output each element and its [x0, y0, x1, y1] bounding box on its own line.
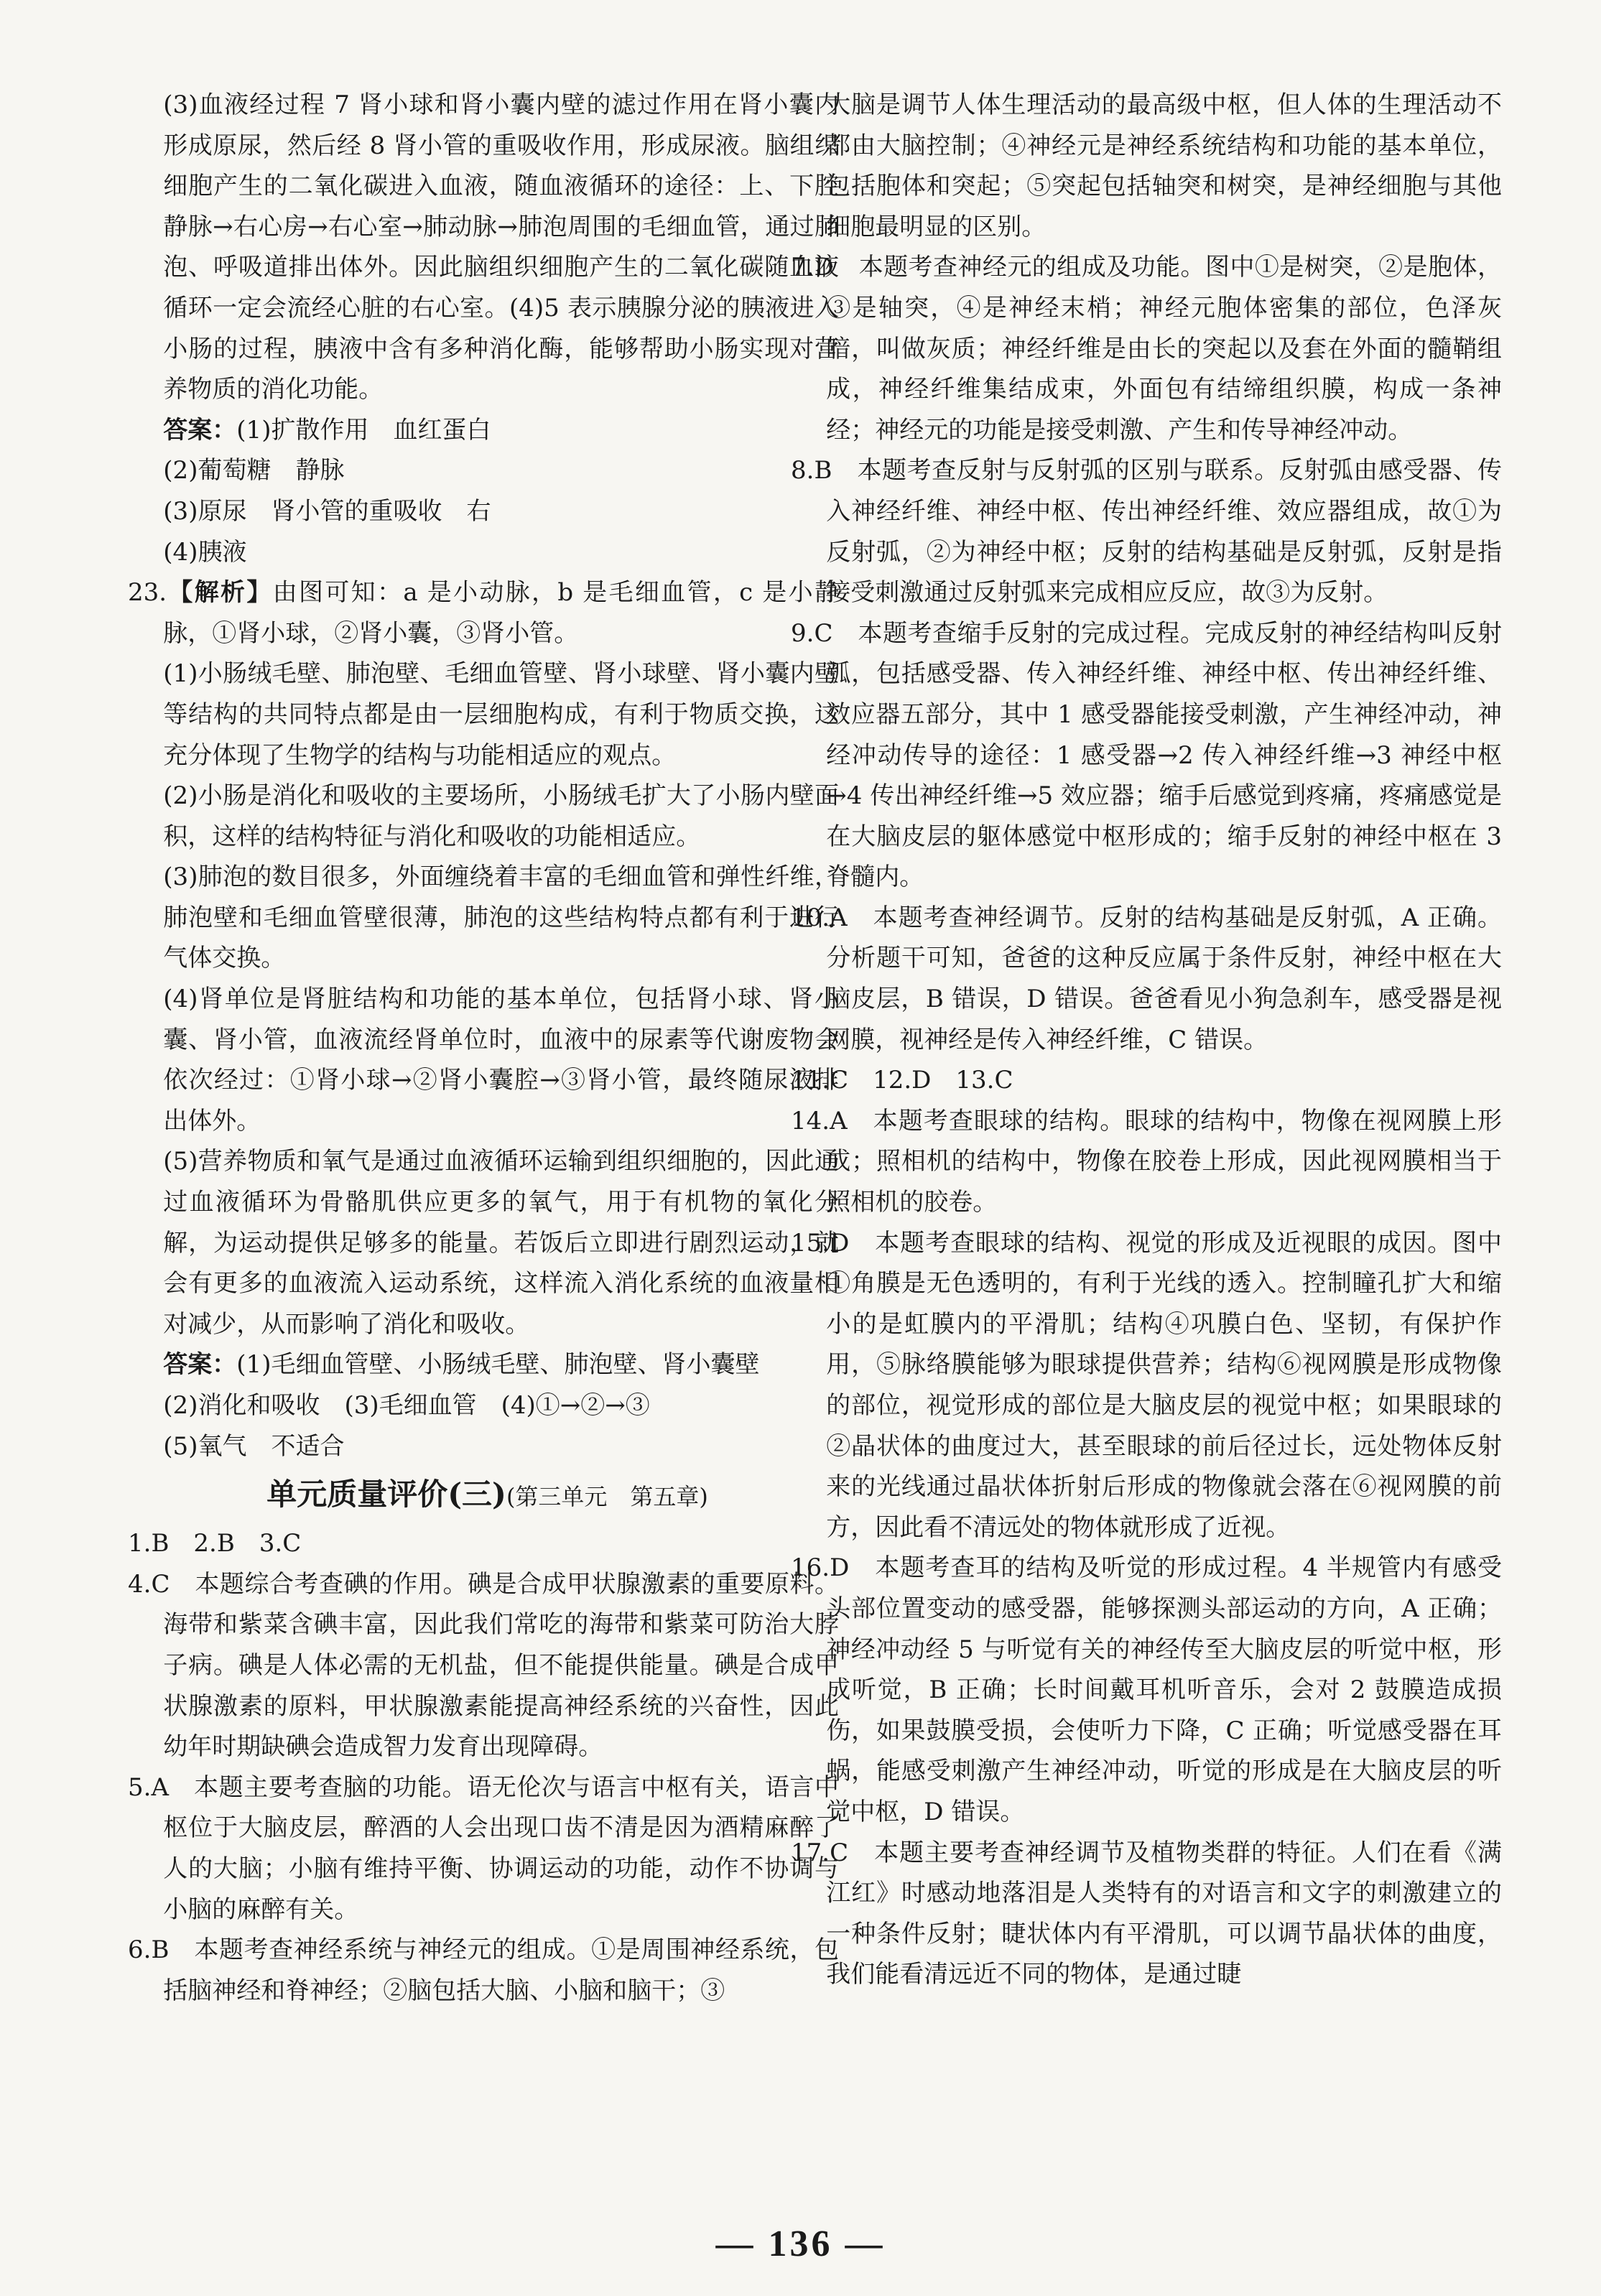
section-title — [128, 1474, 839, 1518]
q23-answer-line-1 — [128, 1344, 839, 1385]
q5-explanation: 5.A 本题主要考查脑的功能。语无伦次与语言中枢有关，语言中枢位于大脑皮层，醉酒的人会出现口齿不清是因为酒精麻醉了人的大脑；小脑有维持平衡、协调运动的功能，动作不协调与小脑的麻醉有关。 — [128, 1772, 839, 1924]
page-number: — 136 — — [715, 2223, 886, 2264]
q6-explanation: 6.B 本题考查神经系统与神经元的组成。①是周围神经系统，包括脑神经和脊神经；②脑包括大脑、小脑和脑干；③ — [128, 1935, 839, 2005]
q8-explanation: 8.B 本题考查反射与反射弧的区别与联系。反射弧由感受器、传入神经纤维、神经中枢、传出神经纤维、效应器组成，故①为反射弧，②为神经中枢；反射的结构基础是反射弧，反射是指接受刺激通过反射弧来完成相应反应，故③为反射。 — [791, 456, 1502, 608]
q22-answer-line-4: (4)胰液 — [163, 537, 247, 567]
section-subtitle: (第三单元 第五章) — [506, 1483, 708, 1511]
q4-explanation: 4.C 本题综合考查碘的作用。碘是合成甲状腺激素的重要原料。海带和紫菜含碘丰富，因此我们常吃的海带和紫菜可防治大脖子病。碘是人体必需的无机盐，但不能提供能量。碘是合成甲状腺激素的原料，甲状腺激素能提高神经系统的兴奋性，因此幼年时期缺碘会造成智力发育出现障碍。 — [128, 1569, 839, 1762]
q23-answer-line-3: (5)氧气 不适合 — [163, 1431, 345, 1461]
right-column — [791, 85, 1502, 1995]
q23-lead — [128, 572, 839, 654]
answer-label: 答案： — [163, 415, 237, 445]
q14-explanation: 14.A 本题考查眼球的结构。眼球的结构中，物像在视网膜上形成；照相机的结构中，物像在胶卷上形成，因此视网膜相当于照相机的胶卷。 — [791, 1106, 1502, 1217]
answer-text: (1)毛细血管壁、小肠绒毛壁、肺泡壁、肾小囊壁 — [236, 1350, 760, 1380]
analysis-label: 【解析】 — [167, 578, 273, 608]
section-title-main: 单元质量评价(三) — [266, 1477, 506, 1512]
q17-explanation: 17.C 本题主要考查神经调节及植物类群的特征。人们在看《满江红》时感动地落泪是人类特有的对语言和文字的刺激建立的一种条件反射；睫状体内有平滑肌，可以调节晶状体的曲度，我们能看清远近不同的物体，是通过睫 — [791, 1838, 1502, 1989]
answer-text: (1)扩散作用 血红蛋白 — [236, 415, 491, 445]
q10-explanation: 10.A 本题考查神经调节。反射的结构基础是反射弧，A 正确。分析题干可知，爸爸的这种反应属于条件反射，神经中枢在大脑皮层，B 错误，D 错误。爸爸看见小狗急刹车，感受器是视网膜，视神经是传入神经纤维，C 错误。 — [791, 903, 1502, 1054]
q23-number: 23. — [128, 578, 167, 608]
q22-answer-line-3: (3)原尿 肾小管的重吸收 右 — [163, 496, 491, 526]
q23-lead-text: 由图可知：a 是小动脉，b 是毛细血管，c 是小静脉，①肾小球，②肾小囊，③肾小管。 — [163, 578, 840, 648]
q23-para-4: (4)肾单位是肾脏结构和功能的基本单位，包括肾小球、肾小囊、肾小管，血液流经肾单位时，血液中的尿素等代谢废物会依次经过：①肾小球→②肾小囊腔→③肾小管，最终随尿液排出体外。 — [163, 985, 839, 1135]
q11-13-answers: 11.C 12.D 13.C — [791, 1066, 1013, 1095]
q23-para-3: (3)肺泡的数目很多，外面缠绕着丰富的毛细血管和弹性纤维，肺泡壁和毛细血管壁很薄，肺泡的这些结构特点都有利于进行气体交换。 — [163, 863, 839, 973]
answer-label: 答案： — [163, 1350, 237, 1380]
q1-3-answers: 1.B 2.B 3.C — [128, 1529, 302, 1558]
q23-para-1: (1)小肠绒毛壁、肺泡壁、毛细血管壁、肾小球壁、肾小囊内壁等结构的共同特点都是由一层细胞构成，有利于物质交换，这充分体现了生物学的结构与功能相适应的观点。 — [163, 659, 839, 770]
q23-para-5: (5)营养物质和氧气是通过血液循环运输到组织细胞的，因此通过血液循环为骨骼肌供应更多的氧气，用于有机物的氧化分解，为运动提供足够多的能量。若饭后立即进行剧烈运动，就会有更多的血液流入运动系统，这样流入消化系统的血液量相对减少，从而影响了消化和吸收。 — [163, 1147, 839, 1339]
q22-answer-line-1 — [128, 410, 839, 451]
q22-analysis-continued: (3)血液经过程 7 肾小球和肾小囊内壁的滤过作用在肾小囊内形成原尿，然后经 8 肾小管的重吸收作用，形成尿液。脑组织细胞产生的二氧化碳进入血液，随血液循环的途径：上、下腔静脉→右心房→右心室→肺动脉→肺泡周围的毛细血管，通过肺泡、呼吸道排出体外。因此脑组织细胞产生的二氧化碳随血液循环一定会流经心脏的右心室。(4)5 表示胰腺分泌的胰液进入小肠的过程，胰液中含有多种消化酶，能够帮助小肠实现对营养物质的消化功能。 — [163, 90, 839, 404]
q23-para-2: (2)小肠是消化和吸收的主要场所，小肠绒毛扩大了小肠内壁面积，这样的结构特征与消化和吸收的功能相适应。 — [163, 781, 839, 851]
q16-explanation: 16.D 本题考查耳的结构及听觉的形成过程。4 半规管内有感受头部位置变动的感受器，能够探测头部运动的方向，A 正确；神经冲动经 5 与听觉有关的神经传至大脑皮层的听觉中枢，形成听觉，B 正确；长时间戴耳机听音乐，会对 2 鼓膜造成损伤，如果鼓膜受损，会使听力下降，C 正确；听觉感受器在耳蜗，能感受刺激产生神经冲动，听觉的形成是在大脑皮层的听觉中枢，D 错误。 — [791, 1553, 1502, 1826]
q22-answer-line-2: (2)葡萄糖 静脉 — [163, 456, 345, 485]
q23-answer-line-2: (2)消化和吸收 (3)毛细血管 (4)①→②→③ — [163, 1391, 650, 1420]
q6-explanation-continued: 大脑是调节人体生理活动的最高级中枢，但人体的生理活动不都由大脑控制；④神经元是神经系统结构和功能的基本单位，包括胞体和突起；⑤突起包括轴突和树突，是神经细胞与其他细胞最明显的区别。 — [826, 90, 1502, 241]
left-column — [128, 85, 839, 2011]
q7-explanation: 7.D 本题考查神经元的组成及功能。图中①是树突，②是胞体，③是轴突，④是神经末梢；神经元胞体密集的部位，色泽灰暗，叫做灰质；神经纤维是由长的突起以及套在外面的髓鞘组成，神经纤维集结成束，外面包有结缔组织膜，构成一条神经；神经元的功能是接受刺激、产生和传导神经冲动。 — [791, 253, 1502, 445]
q15-explanation: 15.D 本题考查眼球的结构、视觉的形成及近视眼的成因。图中①角膜是无色透明的，有利于光线的透入。控制瞳孔扩大和缩小的是虹膜内的平滑肌；结构④巩膜白色、坚韧，有保护作用，⑤脉络膜能够为眼球提供营养；结构⑥视网膜是形成物像的部位，视觉形成的部位是大脑皮层的视觉中枢；如果眼球的②晶状体的曲度过大，甚至眼球的前后径过长，远处物体反射来的光线通过晶状体折射后形成的物像就会落在⑥视网膜的前方，因此看不清远处的物体就形成了近视。 — [791, 1228, 1502, 1542]
q9-explanation: 9.C 本题考查缩手反射的完成过程。完成反射的神经结构叫反射弧，包括感受器、传入神经纤维、神经中枢、传出神经纤维、效应器五部分，其中 1 感受器能接受刺激，产生神经冲动，神经冲动传导的途径：1 感受器→2 传入神经纤维→3 神经中枢→4 传出神经纤维→5 效应器；缩手后感觉到疼痛，疼痛感觉是在大脑皮层的躯体感觉中枢形成的；缩手反射的神经中枢在 3 脊髓内。 — [791, 618, 1502, 892]
